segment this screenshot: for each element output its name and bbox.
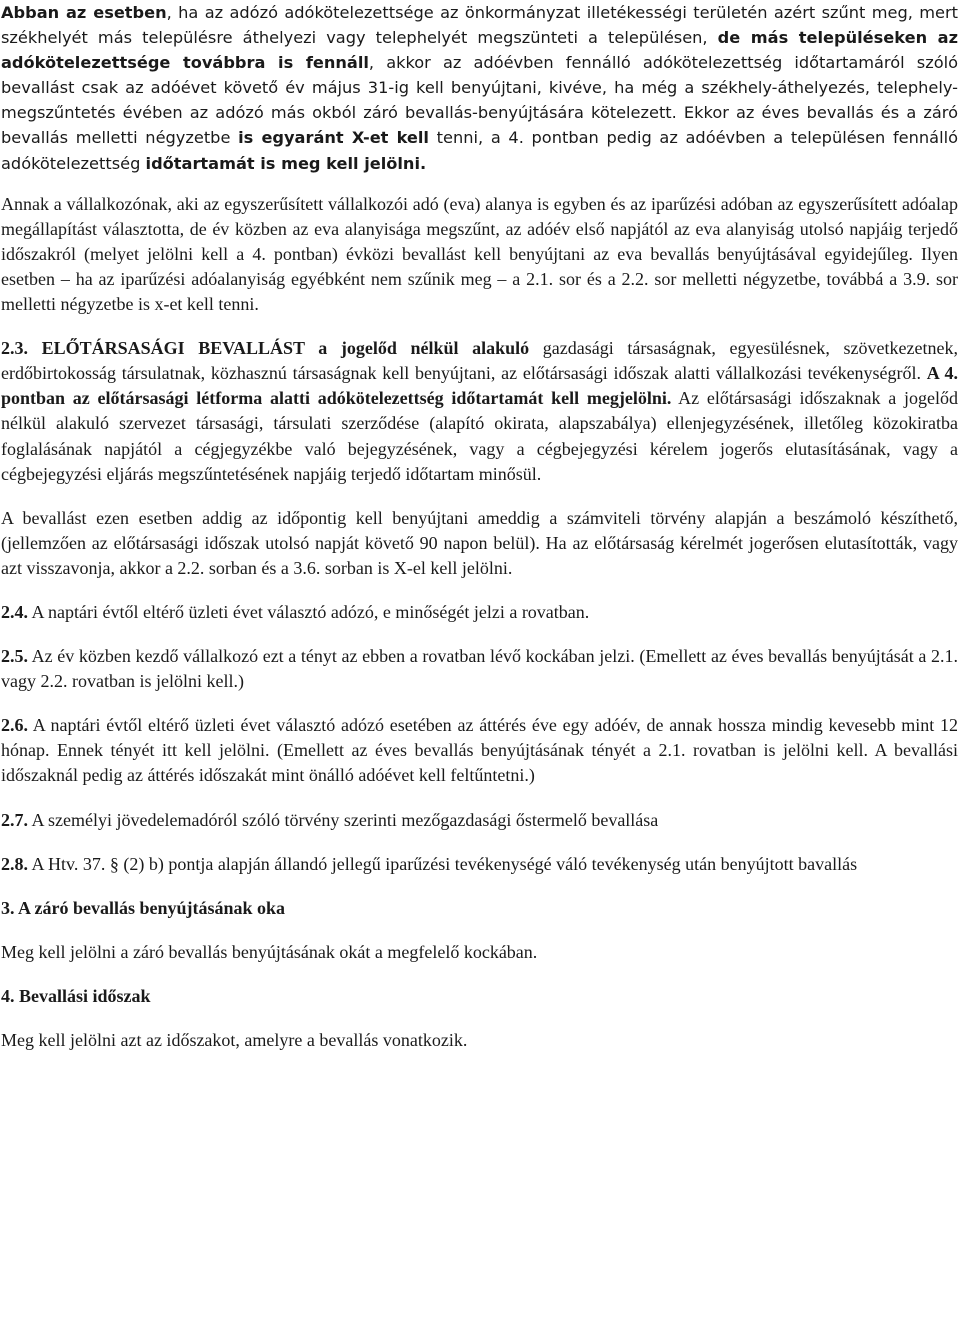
paragraph-2-7 — [1, 808, 958, 833]
item-number: 2.7. — [1, 809, 28, 830]
paragraph-closing-other-settlement — [1, 0, 958, 176]
emphasis: is egyaránt X-et kell — [238, 128, 429, 148]
item-text: A személyi jövedelemadóról szóló törvény szerinti mezőgazdasági őstermelő bevallása — [28, 809, 659, 830]
paragraph-2-3 — [1, 336, 958, 487]
item-text: A naptári évtől eltérő üzleti évet választó adózó, e minőségét jelzi a rovatban. — [28, 601, 590, 622]
text-run: gazdasági társaságnak, egyesülésnek, szövetkezetnek, erdőbirtokosság társulatnak, közhasznú társaságnak kell benyújtani, az előtársasági időszak alatti vállalkozási tevékenységről. — [1, 338, 958, 384]
paragraph-2-5 — [1, 644, 958, 694]
emphasis: Abban az esetben — [1, 3, 167, 22]
paragraph-eva: Annak a vállalkozónak, aki az egyszerűsített vállalkozói adó (eva) alanya is egyben és az iparűzési adóban az egyszerűsített adóalap megállapítást választotta, de év közben az eva alanyisága megszűnt, az adóév első napjától az eva alanyiság utolsó napjáig terjedő időszakról (melyet jelölni kell a 4. pontban) évközi bevallást kell benyújtani az eva bevallás benyújtásával egyidejűleg. Ilyen esetben – ha az iparűzési adóalanyiság egyébként nem szűnik meg – a 2.1. sor és a 2.2. sor melletti négyzetbe, továbbá a 3.9. sor melletti négyzetbe is x-et kell tenni. — [1, 193, 958, 315]
item-number: 2.8. — [1, 853, 28, 874]
item-text: A naptári évtől eltérő üzleti évet választó adózó esetében az áttérés éve egy adóév, de annak hossza mindig kevesebb mint 12 hónap. Ennek tényét itt kell jelölni. (Emellett az éves bevallás benyújtásának tényét a 2.1. rovatban is jelölni kell. A bevallási időszaknál pedig az áttérés időszakát mint önálló adóévet kell feltűntetni.) — [1, 715, 958, 786]
paragraph-2-4 — [1, 600, 958, 625]
paragraph-section-3: Meg kell jelölni a záró bevallás benyújtásának okát a megfelelő kockában. — [1, 941, 538, 962]
text-run: tenni, a 4. pontban pedig az adóévben a településen fennálló adókötelezettség — [1, 128, 958, 173]
emphasis: A 4. pontban az előtársasági létforma alatti adókötelezettség időtartamát kell megjelölni. — [1, 363, 958, 409]
section-heading-4 — [1, 984, 958, 1009]
heading-text: 4. Bevallási időszak — [1, 985, 151, 1006]
paragraph-submission-deadline: A bevallást ezen esetben addig az időpontig kell benyújtani ameddig a számviteli törvény alapján a beszámoló készíthető, (jellemzően az előtársasági időszak utolsó napját követő 90 napon belül). Ha az előtársaság kérelmét jogerősen elutasították, vagy azt visszavonja, akkor a 2.2. sorban és a 3.6. sorban is X-el kell jelölni. — [1, 507, 958, 578]
text-run: Ekkor az éves bevallás és a záró bevallás melletti négyzetbe — [1, 103, 958, 148]
paragraph-2-6 — [1, 713, 958, 788]
item-text: Az év közben kezdő vállalkozó ezt a tényt az ebben a rovatban lévő kockában jelzi. (Emellett az éves bevallás benyújtását a 2.1. vagy 2.2. rovatban is jelölni kell.) — [1, 646, 958, 692]
item-number: 2.5. — [1, 646, 28, 667]
heading-text: 3. A záró bevallás benyújtásának oka — [1, 897, 286, 918]
item-text: A Htv. 37. § (2) b) pontja alapján állandó jellegű iparűzési tevékenységé váló tevékenység után benyújtott bavallás — [28, 853, 858, 874]
item-number: 2.6. — [1, 715, 28, 736]
emphasis: 2.3. ELŐTÁRSASÁGI BEVALLÁST a jogelőd nélkül alakuló — [1, 338, 530, 359]
emphasis: időtartamát is meg kell jelölni. — [145, 153, 427, 173]
emphasis: de más településeken az adókötelezettsége továbbra is fennáll — [1, 28, 959, 73]
item-number: 2.4. — [1, 601, 28, 622]
section-heading-3 — [1, 896, 958, 921]
paragraph-section-4: Meg kell jelölni azt az időszakot, amelyre a bevallás vonatkozik. — [1, 1030, 468, 1050]
text-run: , ha az adózó adókötelezettsége az önkormányzat illetékességi területén azért szűnt meg, mert székhelyét más településre áthelyezi vagy telephelyét megszünteti a településen, — [1, 3, 958, 48]
text-run: , akkor az adóévben fennálló adókötelezettség időtartamáról szóló bevallást csak az adóévet követő év május 31-ig kell benyújtani, kivéve, ha még a székhely-áthelyezés, telephely-megszűntetés évében az adózó más okból záró bevallás-benyújtására kötelezett. — [1, 53, 958, 123]
text-run: Az előtársasági időszaknak a jogelőd nélkül alakuló szervezet társasági, társulati szerződése (alapító okirata, alapszabálya) ellenjegyzésének, illetőleg közokiratba foglalásának napjától a cégjegyzékbe való bejegyzésének, vagy a cégbejegyzési kérelem jogerős elutasításának, vagy a cégbejegyzési eljárás megszűntetésének napjáig terjedő időtartam minősül. — [1, 388, 958, 484]
paragraph-2-8 — [1, 852, 958, 877]
